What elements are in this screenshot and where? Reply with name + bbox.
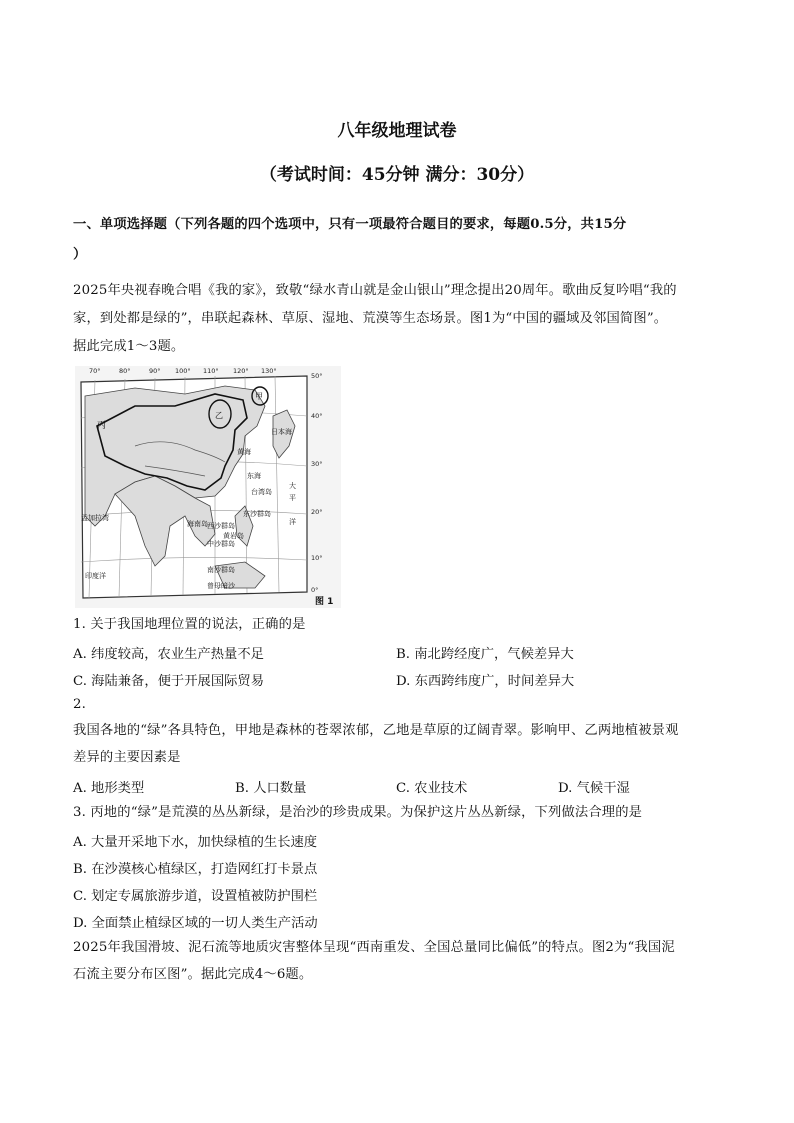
q2-stem-line1: 我国各地的“绿”各具特色，甲地是森林的苍翠浓郁，乙地是草原的辽阔青翠。影响甲、乙两地植被景观 bbox=[73, 723, 679, 738]
label-xisha: 西沙群岛 bbox=[207, 522, 235, 530]
q2-option-b: B. 人口数量 bbox=[235, 781, 307, 796]
intro2-line1: 2025年我国滑坡、泥石流等地质灾害整体呈现“西南重发、全国总量同比偏低”的特点。图2为“我国泥 bbox=[73, 940, 675, 955]
label-pacific-2: 平 bbox=[289, 494, 296, 502]
lon-label-80: 80° bbox=[119, 367, 131, 375]
intro2-line2: 石流主要分布区图”。据此完成4～6题。 bbox=[73, 967, 313, 982]
q1-stem: 1. 关于我国地理位置的说法，正确的是 bbox=[73, 617, 306, 632]
label-huangyan: 黄岩岛 bbox=[223, 532, 244, 540]
label-zengmu: 曾母暗沙 bbox=[207, 582, 235, 590]
intro1-line3: 据此完成1～3题。 bbox=[73, 339, 185, 354]
q2-option-a: A. 地形类型 bbox=[73, 781, 145, 796]
q3-stem: 3. 丙地的“绿”是荒漠的丛丛新绿，是治沙的珍贵成果。为保护这片丛丛新绿，下列做法合理的是 bbox=[73, 805, 643, 820]
label-pacific-3: 洋 bbox=[289, 518, 296, 526]
label-dongsha: 东沙群岛 bbox=[243, 510, 271, 518]
label-jia: 甲 bbox=[255, 392, 263, 401]
lon-label-120: 120° bbox=[233, 367, 249, 375]
q3-option-c: C. 划定专属旅游步道，设置植被防护围栏 bbox=[73, 889, 318, 904]
q1-option-c: C. 海陆兼备，便于开展国际贸易 bbox=[73, 674, 265, 689]
label-japan-sea: 日本海 bbox=[271, 428, 292, 436]
q2-option-d: D. 气候干湿 bbox=[558, 781, 630, 796]
label-bengal: 孟加拉湾 bbox=[81, 514, 109, 522]
label-indian-ocean: 印度洋 bbox=[85, 572, 106, 580]
section-heading-cont: ） bbox=[73, 247, 87, 262]
intro1-line2: 家，到处都是绿的”，串联起森林、草原、湿地、荒漠等生态场景。图1为“中国的疆域及邻国简图”。 bbox=[73, 311, 668, 326]
label-zhongsha: 中沙群岛 bbox=[207, 540, 235, 548]
lon-label-100: 100° bbox=[175, 367, 191, 375]
figure1-caption: 图 1 bbox=[315, 597, 334, 607]
label-yi: 乙 bbox=[215, 411, 223, 420]
china-territory-map bbox=[75, 366, 341, 608]
q1-option-a: A. 纬度较高，农业生产热量不足 bbox=[73, 647, 264, 662]
label-hainan: 海南岛 bbox=[187, 520, 208, 528]
q1-option-d: D. 东西跨纬度广，时间差异大 bbox=[396, 674, 575, 689]
label-bing: 丙 bbox=[97, 421, 107, 431]
label-east-sea: 东海 bbox=[247, 472, 261, 480]
label-taiwan: 台湾岛 bbox=[251, 488, 272, 496]
lat-label-50: 50° bbox=[311, 372, 323, 380]
exam-subtitle: （考试时间：45分钟 满分：30分） bbox=[259, 165, 535, 185]
label-pacific-1: 大 bbox=[289, 482, 296, 490]
label-yellow-sea: 黄海 bbox=[237, 448, 251, 456]
lon-label-90: 90° bbox=[149, 367, 161, 375]
q1-option-b: B. 南北跨经度广，气候差异大 bbox=[396, 647, 574, 662]
lat-label-20: 20° bbox=[311, 508, 323, 516]
lon-label-130: 130° bbox=[261, 367, 277, 375]
lon-label-110: 110° bbox=[203, 367, 219, 375]
q3-option-d: D. 全面禁止植绿区域的一切人类生产活动 bbox=[73, 916, 318, 931]
lon-label-70: 70° bbox=[89, 367, 101, 375]
q3-option-b: B. 在沙漠核心植绿区，打造网红打卡景点 bbox=[73, 862, 318, 877]
lat-label-40: 40° bbox=[311, 412, 323, 420]
lat-label-30: 30° bbox=[311, 460, 323, 468]
intro1-line1: 2025年央视春晚合唱《我的家》，致敬“绿水青山就是金山银山”理念提出20周年。歌曲反复吟唱“我的 bbox=[73, 283, 677, 298]
lat-label-0: 0° bbox=[311, 586, 319, 594]
q2-stem-line2: 差异的主要因素是 bbox=[73, 750, 181, 765]
lat-label-10: 10° bbox=[311, 554, 323, 562]
section-heading: 一、单项选择题（下列各题的四个选项中，只有一项最符合题目的要求，每题0.5分，共15分 bbox=[73, 217, 627, 232]
q2-number: 2. bbox=[73, 697, 86, 712]
q2-option-c: C. 农业技术 bbox=[396, 781, 468, 796]
q3-option-a: A. 大量开采地下水，加快绿植的生长速度 bbox=[73, 835, 318, 850]
exam-title: 八年级地理试卷 bbox=[337, 121, 457, 141]
label-nansha: 南沙群岛 bbox=[207, 566, 235, 574]
